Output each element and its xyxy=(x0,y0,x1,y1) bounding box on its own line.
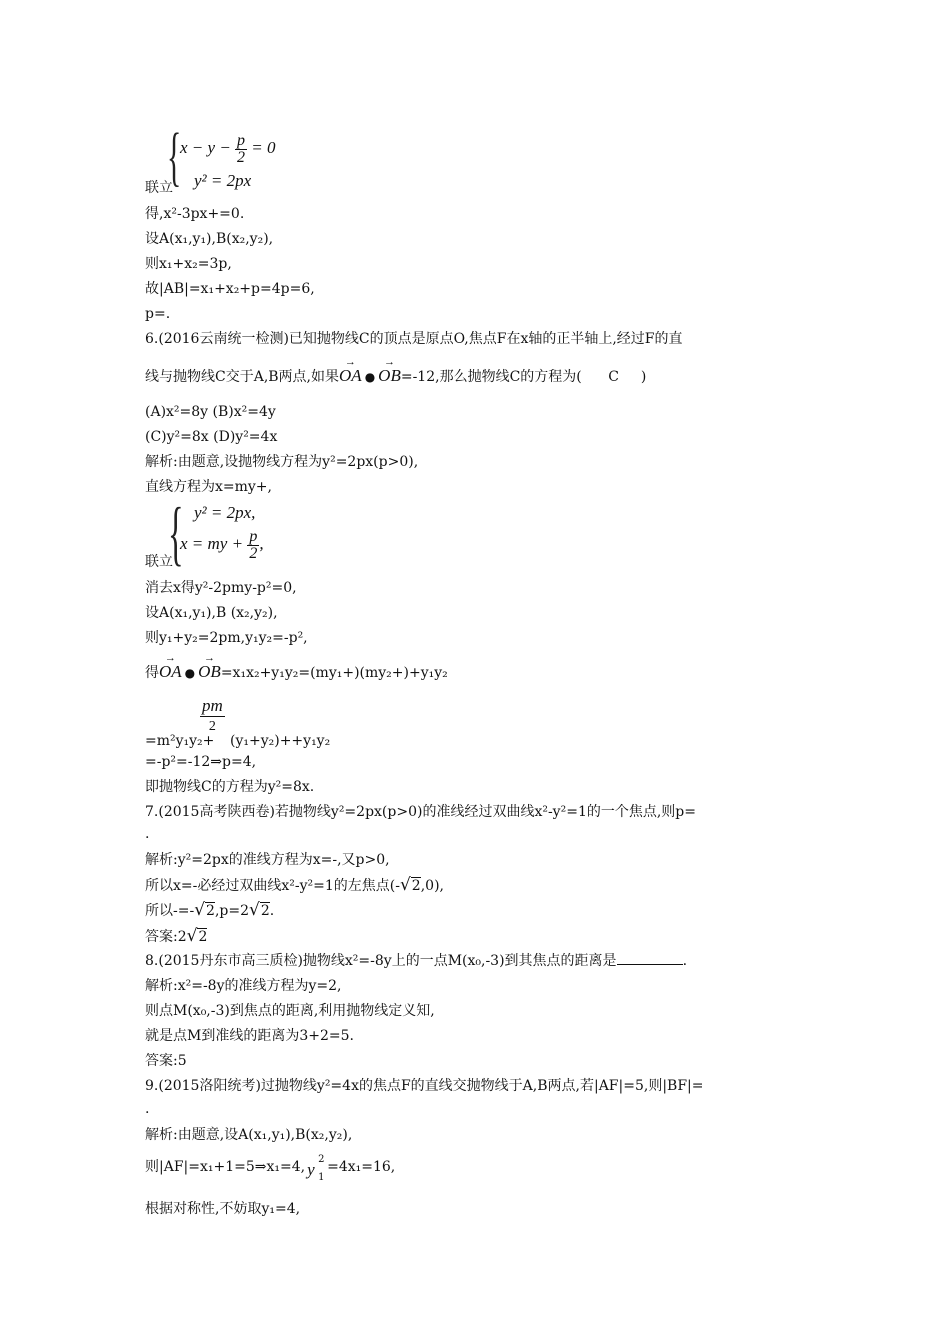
text-line: (y₁+y₂)++y₁y₂ xyxy=(230,733,331,749)
q8-solution: 解析:x²=-8y的准线方程为y=2, xyxy=(145,978,342,994)
q7-answer: 答案:2√2 xyxy=(145,926,208,946)
q7-stem: 7.(2015高考陕西卷)若抛物线y²=2px(p>0)的准线经过双曲线x²-y²=1的一个焦点,则p= xyxy=(145,804,696,820)
q6-solution: 解析:由题意,设抛物线方程为y²=2px(p>0), xyxy=(145,454,419,470)
q6-stem-line1: 6.(2016云南统一检测)已知抛物线C的顶点是原点O,焦点F在x轴的正半轴上,经过F的直 xyxy=(145,331,683,347)
sqrt-two: √2 xyxy=(249,900,270,920)
system1-eq1: x − y − $\frac{p}{2}$ = 0 xyxy=(180,131,276,166)
q6-stem-line2: 线与抛物线C交于A,B两点,如果 → OA ● → OB=-12,那么抛物线C的方程为( C ) xyxy=(145,356,647,385)
system1-eq2: y² = 2px xyxy=(194,171,252,190)
q8-solution: 则点M(x₀,-3)到焦点的距离,利用抛物线定义知, xyxy=(145,1003,435,1019)
vector-oa: → OA xyxy=(339,356,362,385)
text-line: =-p²=-12⇒p=4, xyxy=(145,754,257,770)
system2-eq2: x = my + $\frac{p}{2}$ , xyxy=(180,527,264,562)
text-line: 则x₁+x₂=3p, xyxy=(145,256,232,272)
system2-label: 联立 xyxy=(145,554,173,570)
q7-solution: 解析:y²=2px的准线方程为x=-,又p>0, xyxy=(145,852,390,868)
q9-stem: . xyxy=(145,1101,150,1117)
vector-ob: → OB xyxy=(198,652,221,681)
sqrt-two: √2 xyxy=(399,875,421,895)
q7-solution: 所以x=-必经过双曲线x²-y²=1的左焦点(-√2,0), xyxy=(145,875,444,895)
text-line: 得,x²-3px+=0. xyxy=(145,206,245,222)
q9-solution: 根据对称性,不妨取y₁=4, xyxy=(145,1201,301,1217)
system1-label: 联立 xyxy=(145,180,173,196)
q6-answer: C xyxy=(608,369,619,385)
text-line: p=. xyxy=(145,306,171,322)
q6-options-2: (C)y²=8x (D)y²=4x xyxy=(145,429,278,445)
answer-blank xyxy=(617,952,683,965)
q9-solution: 解析:由题意,设A(x₁,y₁),B(x₂,y₂), xyxy=(145,1127,353,1143)
system-brace-2: { xyxy=(168,493,184,573)
q9-solution: 则|AF|=x₁+1=5⇒x₁=4, y 2 1 =4x₁=16, xyxy=(145,1154,396,1183)
fraction-pm: pm 2 xyxy=(200,696,225,737)
system2-eq1: y² = 2px, xyxy=(194,503,256,522)
q7-stem: . xyxy=(145,826,150,842)
q8-stem: 8.(2015丹东市高三质检)抛物线x²=-8y上的一点M(x₀,-3)到其焦点的距离是 . xyxy=(145,953,688,969)
system-brace-1: { xyxy=(167,120,182,193)
dot-product-line: 得 → OA ● → OB=x₁x₂+y₁y₂=(my₁+)(my₂+)+y₁y₂ xyxy=(145,652,448,681)
text-line: 即抛物线C的方程为y²=8x. xyxy=(145,779,315,795)
sqrt-two: √2 xyxy=(194,900,215,920)
q6-solution: 直线方程为x=my+, xyxy=(145,479,272,495)
text-line: 设A(x₁,y₁),B (x₂,y₂), xyxy=(145,605,278,621)
q8-solution: 就是点M到准线的距离为3+2=5. xyxy=(145,1028,354,1044)
q9-stem: 9.(2015洛阳统考)过抛物线y²=4x的焦点F的直线交抛物线于A,B两点,若|AF|=5,则|BF|= xyxy=(145,1078,704,1094)
text-line: 设A(x₁,y₁),B(x₂,y₂), xyxy=(145,231,274,247)
q8-answer: 答案:5 xyxy=(145,1053,187,1069)
text-line: 故|AB|=x₁+x₂+p=4p=6, xyxy=(145,281,315,297)
sqrt-two: √2 xyxy=(186,926,208,946)
q7-solution: 所以-=-√2,p=2√2. xyxy=(145,900,275,920)
text-line: 则y₁+y₂=2pm,y₁y₂=-p², xyxy=(145,630,308,646)
q6-options-1: (A)x²=8y (B)x²=4y xyxy=(145,404,276,420)
vector-ob: → OB xyxy=(378,356,401,385)
text-line: =m²y₁y₂+ xyxy=(145,733,215,749)
vector-oa: → OA xyxy=(159,652,182,681)
text-line: 消去x得y²-2pmy-p²=0, xyxy=(145,580,297,596)
